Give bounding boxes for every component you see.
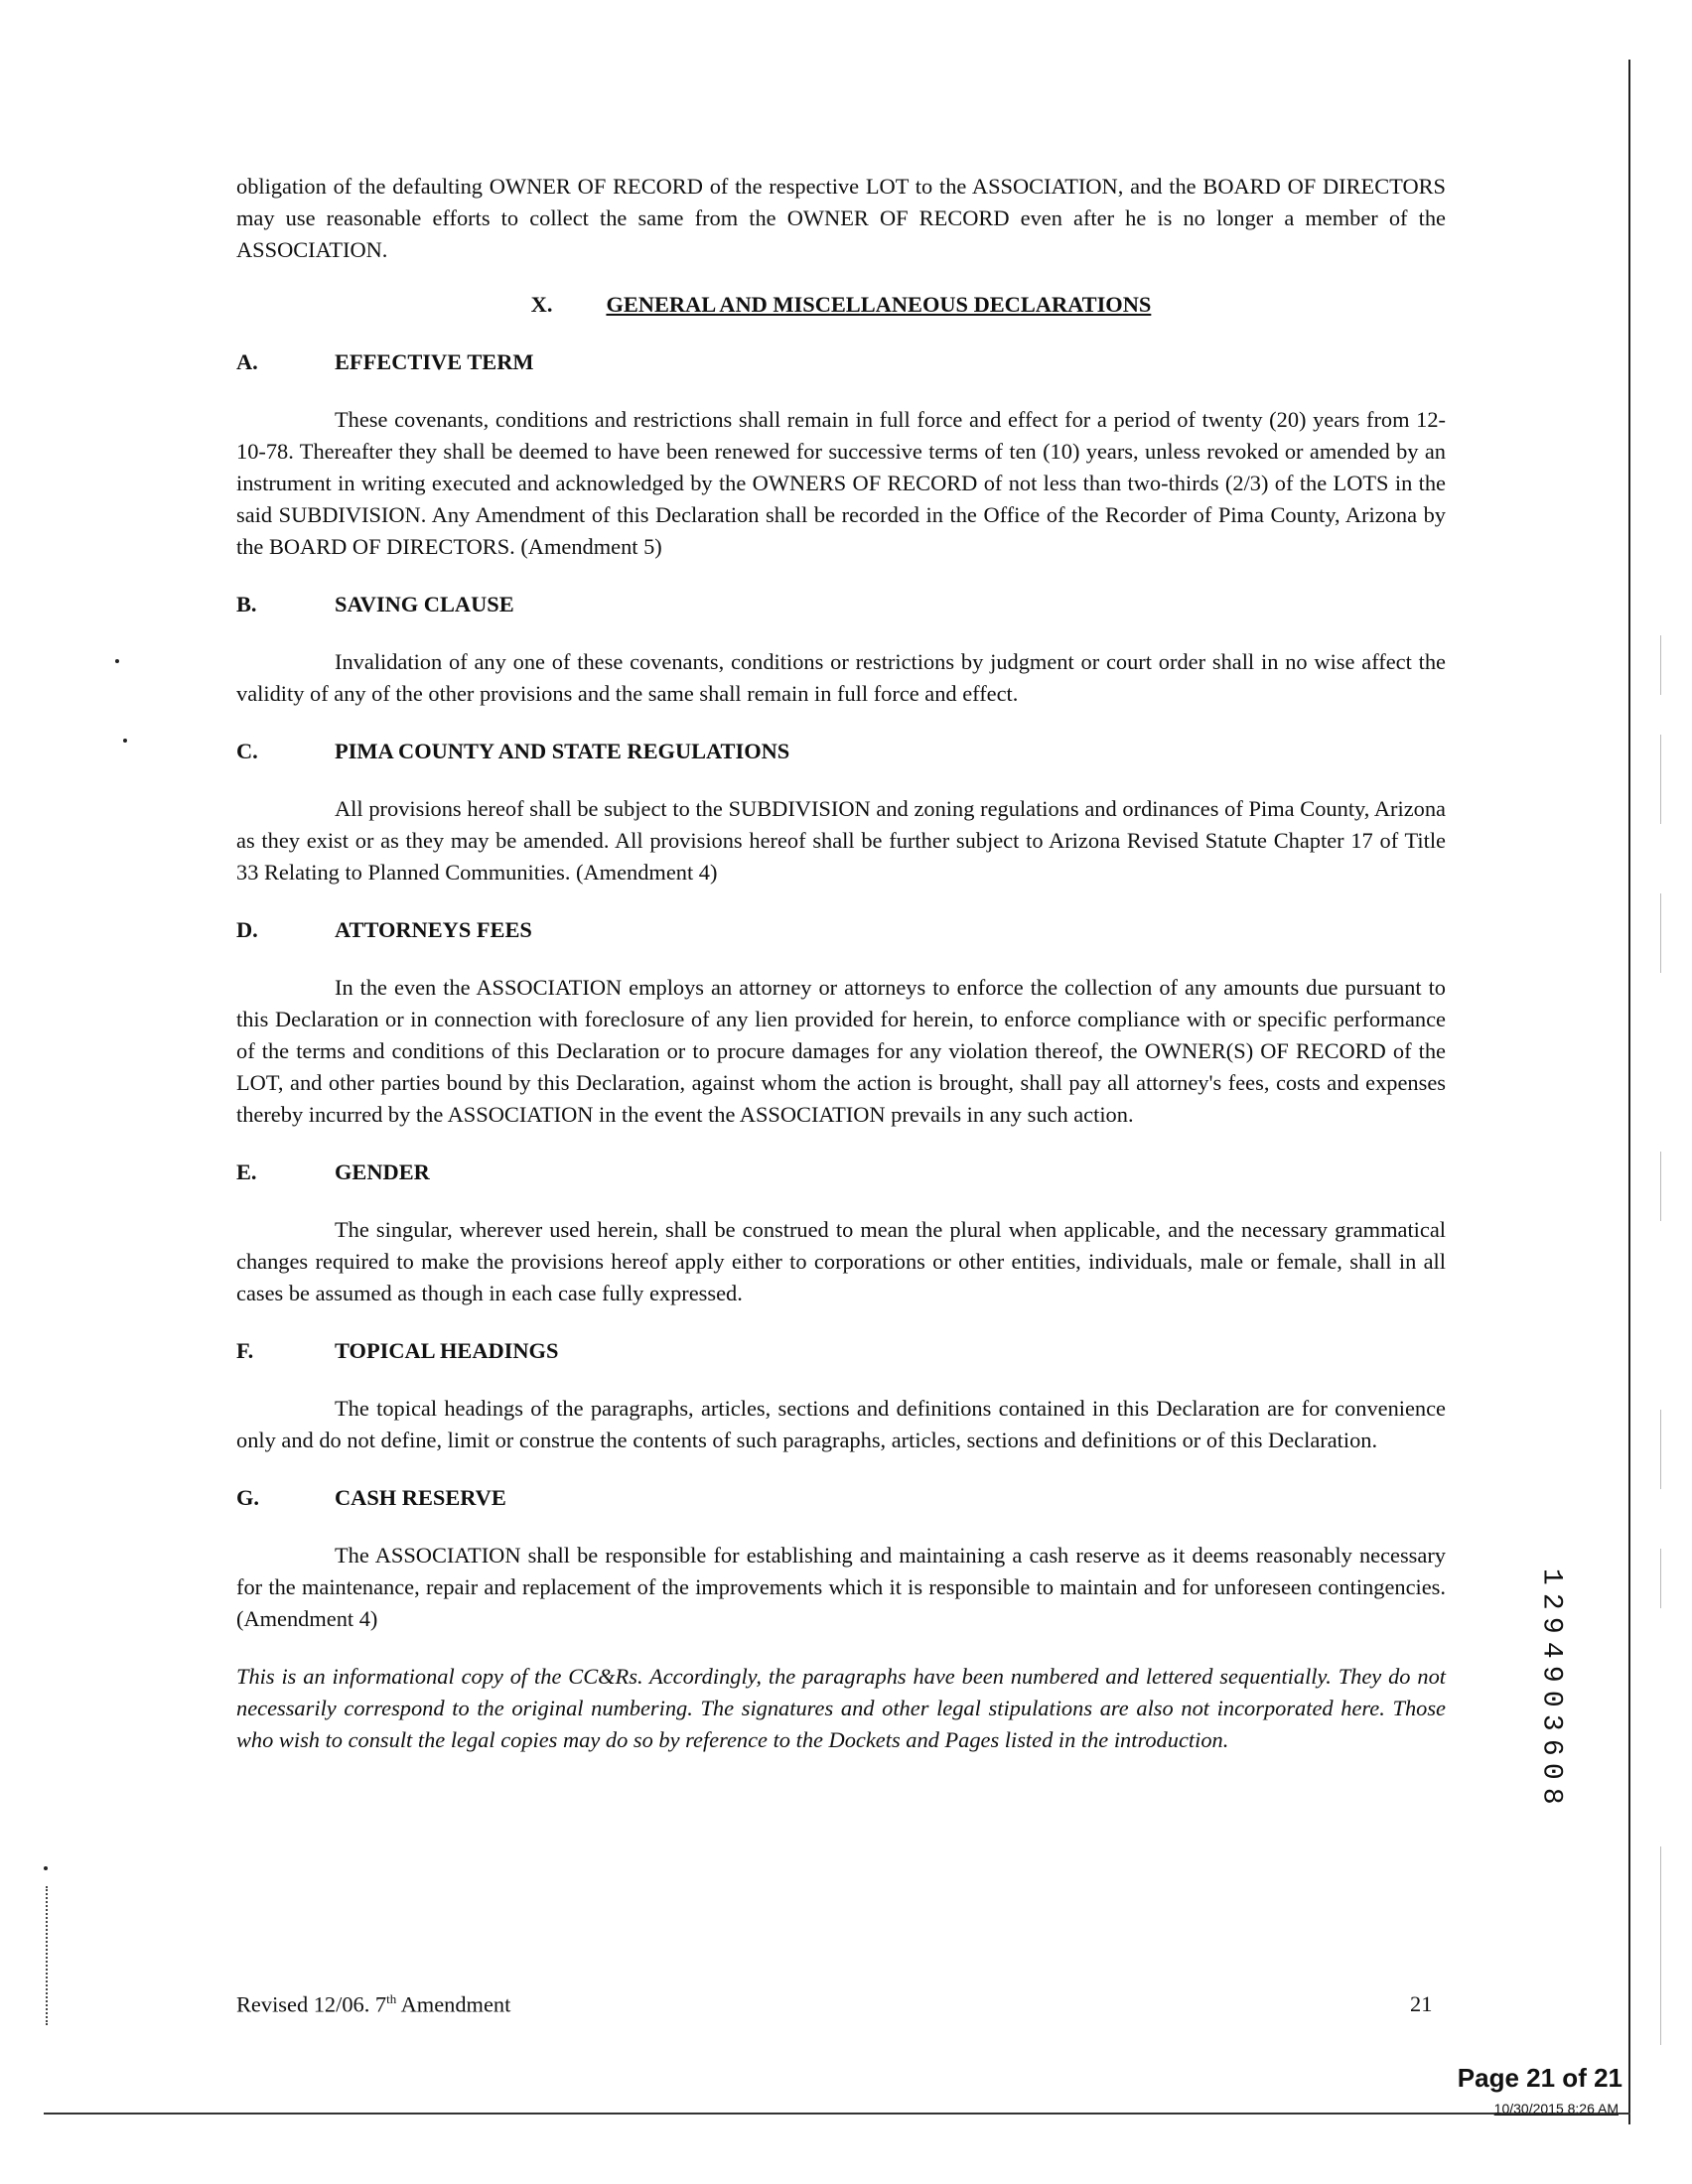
subsection-letter: C.	[236, 739, 258, 763]
subsection-heading-attorneys-fees	[236, 914, 1446, 946]
scan-mark-right	[1660, 1152, 1661, 1221]
docket-digit: 8	[1535, 1787, 1567, 1805]
docket-digit: 0	[1535, 1762, 1567, 1780]
scan-mark-right	[1660, 1846, 1661, 2045]
subsection-title: GENDER	[335, 1160, 430, 1184]
continuation-paragraph: obligation of the defaulting OWNER OF RECORD of the respective LOT to the ASSOCIATION, and the BOARD OF DIRECTORS may use reasonable efforts to collect the same from the OWNER OF RECORD even after he is no longer a member of the ASSOCIATION.	[236, 174, 1446, 262]
page-number: 21	[1410, 1991, 1433, 2016]
subsection-heading-cash-reserve	[236, 1482, 1446, 1514]
revision-text-suffix: Amendment	[396, 1991, 511, 2017]
subsection-body-regulations: All provisions hereof shall be subject to the SUBDIVISION and zoning regulations and ordinances of Pima County, Arizona as they exist or as they may be amended. All provisions hereof shall be further subject to Arizona Revised Statute Chapter 17 of Title 33 Relating to Planned Communities. (Amendment 4)	[236, 796, 1446, 885]
scan-speck	[123, 739, 127, 743]
subsection-body-topical-headings: The topical headings of the paragraphs, articles, sections and definitions contained in this Declaration are for convenience only and do not define, limit or construe the contents of such paragraphs, articles, sections and definitions or of this Declaration.	[236, 1396, 1446, 1452]
docket-digit: 9	[1535, 1665, 1567, 1683]
subsection-title: CASH RESERVE	[335, 1485, 506, 1510]
docket-digit: 9	[1535, 1616, 1567, 1634]
docket-digit: 1	[1535, 1568, 1567, 1585]
revision-superscript: th	[386, 1991, 397, 2006]
page-of-label: Page 21 of 21	[1457, 2063, 1622, 2093]
subsection-body-saving-clause: Invalidation of any one of these covenants, conditions or restrictions by judgment or court order shall in no wise affect the validity of any of the other provisions and the same shall remain in full force and effect.	[236, 649, 1446, 706]
docket-stamp	[1535, 1565, 1565, 1808]
section-heading	[236, 289, 1446, 321]
subsection-letter: F.	[236, 1338, 254, 1363]
docket-digit: 2	[1535, 1592, 1567, 1610]
section-number: X.	[530, 292, 553, 317]
revision-note	[236, 1991, 510, 2017]
scan-edge-horizontal	[44, 2113, 1630, 2115]
subsection-letter: G.	[236, 1485, 260, 1510]
subsection-heading-regulations	[236, 736, 1446, 767]
docket-digit: 0	[1535, 1690, 1567, 1707]
subsection-letter: E.	[236, 1160, 257, 1184]
document-body	[236, 171, 1446, 1756]
docket-digit: 6	[1535, 1738, 1567, 1756]
docket-digit: 3	[1535, 1713, 1567, 1731]
subsection-title: ATTORNEYS FEES	[335, 917, 532, 942]
revision-text: Revised 12/06. 7	[236, 1991, 387, 2017]
subsection-letter: A.	[236, 349, 258, 374]
informational-note: This is an informational copy of the CC&Rs. Accordingly, the paragraphs have been numbered and lettered sequentially. They do not necessarily correspond to the original numbering. The signatures and other legal stipulations are also not incorporated here. Those who wish to consult the legal copies may do so by reference to the Dockets and Pages listed in the introduction.	[236, 1664, 1446, 1752]
scan-mark-right	[1660, 893, 1661, 973]
recording-timestamp: 10/30/2015 8:26 AM	[1493, 2101, 1619, 2116]
scan-mark-right	[1660, 1549, 1661, 1608]
scan-mark-right	[1660, 635, 1661, 695]
subsection-body-cash-reserve: The ASSOCIATION shall be responsible for establishing and maintaining a cash reserve as it deems reasonably necessary for the maintenance, repair and replacement of the improvements which it is responsible to maintain and for unforeseen contingencies. (Amendment 4)	[236, 1543, 1446, 1631]
subsection-heading-gender	[236, 1157, 1446, 1188]
subsection-body-attorneys-fees: In the even the ASSOCIATION employs an attorney or attorneys to enforce the collection of any amounts due pursuant to this Declaration or in connection with foreclosure of any lien provided for herein, to enforce compliance with or specific performance of the terms and conditions of this Declaration or to procure damages for any violation thereof, the OWNER(S) OF RECORD of the LOT, and other parties bound by this Declaration, against whom the action is brought, shall pay all attorney's fees, costs and expenses thereby incurred by the ASSOCIATION in the event the ASSOCIATION prevails in any such action.	[236, 975, 1446, 1127]
section-title: GENERAL AND MISCELLANEOUS DECLARATIONS	[606, 292, 1152, 317]
subsection-letter: D.	[236, 917, 258, 942]
subsection-heading-topical-headings	[236, 1335, 1446, 1367]
scan-mark-right	[1660, 1410, 1661, 1489]
subsection-heading-effective-term	[236, 346, 1446, 378]
scan-speck	[115, 659, 119, 663]
subsection-body-gender: The singular, wherever used herein, shall be construed to mean the plural when applicable, and the necessary grammatical changes required to make the provisions hereof apply either to corporations or other entities, individuals, male or female, shall in all cases be assumed as though in each case fully expressed.	[236, 1217, 1446, 1305]
scan-mark-right	[1660, 735, 1661, 824]
subsection-title: EFFECTIVE TERM	[335, 349, 534, 374]
subsection-heading-saving-clause	[236, 589, 1446, 620]
subsection-title: TOPICAL HEADINGS	[335, 1338, 559, 1363]
scan-speck	[44, 1866, 48, 1870]
docket-digit: 4	[1535, 1641, 1567, 1659]
subsection-title: SAVING CLAUSE	[335, 592, 514, 616]
scan-edge-vertical	[1628, 60, 1630, 2124]
subsection-letter: B.	[236, 592, 257, 616]
subsection-title: PIMA COUNTY AND STATE REGULATIONS	[335, 739, 790, 763]
subsection-body-effective-term: These covenants, conditions and restrictions shall remain in full force and effect for a period of twenty (20) years from 12-10-78. Thereafter they shall be deemed to have been renewed for successive terms of ten (10) years, unless revoked or amended by an instrument in writing executed and acknowledged by the OWNERS OF RECORD of not less than two-thirds (2/3) of the LOTS in the said SUBDIVISION. Any Amendment of this Declaration shall be recorded in the Office of the Recorder of Pima County, Arizona by the BOARD OF DIRECTORS. (Amendment 5)	[236, 407, 1446, 559]
scan-mark-left	[46, 1886, 50, 2025]
